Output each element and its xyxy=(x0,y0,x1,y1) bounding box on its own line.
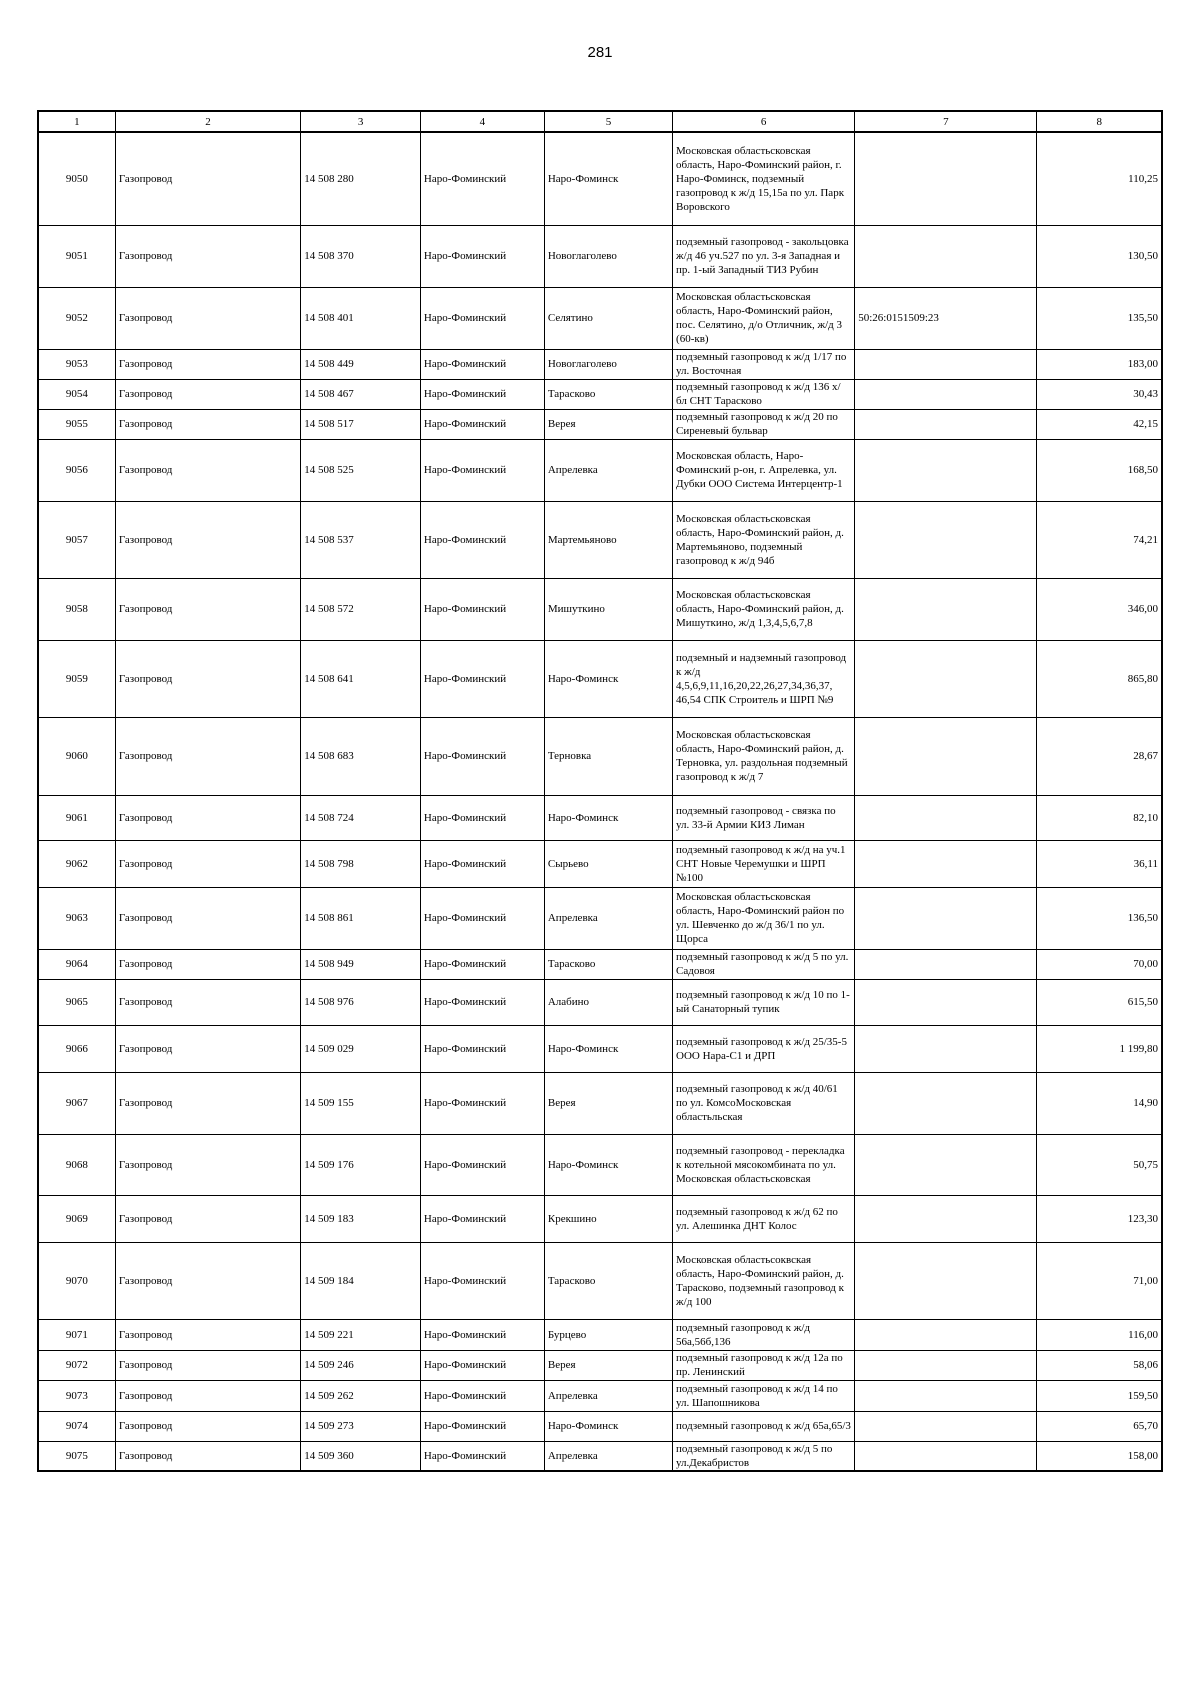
locality-name: Мишуткино xyxy=(544,578,672,640)
cadastral-number xyxy=(855,1242,1037,1319)
object-code: 14 508 683 xyxy=(301,717,421,795)
cadastral-number xyxy=(855,379,1037,409)
cadastral-number xyxy=(855,1441,1037,1471)
table-row xyxy=(38,225,1162,287)
locality-name: Тарасково xyxy=(544,949,672,979)
object-code: 14 509 176 xyxy=(301,1134,421,1195)
table-row xyxy=(38,439,1162,501)
locality-name: Наро-Фоминск xyxy=(544,132,672,225)
object-code: 14 509 273 xyxy=(301,1411,421,1441)
locality-name: Крекшино xyxy=(544,1195,672,1242)
object-length: 1 199,80 xyxy=(1037,1025,1162,1072)
locality-name: Новоглаголево xyxy=(544,349,672,379)
locality-name: Бурцево xyxy=(544,1319,672,1350)
object-address: Московская областьсковская область, Наро-Фоминский район, г. Наро-Фоминск, подземный газопровод к ж/д 15,15а по ул. Парк Воровского xyxy=(673,132,855,225)
row-id: 9068 xyxy=(38,1134,115,1195)
object-length: 183,00 xyxy=(1037,349,1162,379)
object-address: Московская область, Наро-Фоминский р-он, г. Апрелевка, ул. Дубки ООО Система Интерцентр-1 xyxy=(673,439,855,501)
object-code: 14 508 949 xyxy=(301,949,421,979)
row-id: 9074 xyxy=(38,1411,115,1441)
object-address: Московская областьсковская область, Наро-Фоминский район, д. Мишуткино, ж/д 1,3,4,5,6,7,8 xyxy=(673,578,855,640)
object-length: 58,06 xyxy=(1037,1350,1162,1380)
district-name: Наро-Фоминский xyxy=(420,1195,544,1242)
object-code: 14 509 360 xyxy=(301,1441,421,1471)
object-code: 14 509 221 xyxy=(301,1319,421,1350)
table-row xyxy=(38,1195,1162,1242)
object-code: 14 508 572 xyxy=(301,578,421,640)
object-name: Газопровод xyxy=(115,840,300,887)
district-name: Наро-Фоминский xyxy=(420,578,544,640)
cadastral-number xyxy=(855,640,1037,717)
column-header: 6 xyxy=(673,111,855,132)
district-name: Наро-Фоминский xyxy=(420,640,544,717)
row-id: 9067 xyxy=(38,1072,115,1134)
table-row xyxy=(38,578,1162,640)
table-row xyxy=(38,717,1162,795)
object-length: 50,75 xyxy=(1037,1134,1162,1195)
object-code: 14 509 183 xyxy=(301,1195,421,1242)
table-row xyxy=(38,1350,1162,1380)
district-name: Наро-Фоминский xyxy=(420,887,544,949)
object-address: Московская областьсоквская область, Наро-Фоминский район, д. Тарасково, подземный газопровод к ж/д 100 xyxy=(673,1242,855,1319)
table-row xyxy=(38,949,1162,979)
table-row xyxy=(38,409,1162,439)
district-name: Наро-Фоминский xyxy=(420,287,544,349)
object-name: Газопровод xyxy=(115,1134,300,1195)
table-row xyxy=(38,501,1162,578)
object-address: подземный и надземный газопровод к ж/д 4,5,6,9,11,16,20,22,26,27,34,36,37, 46,54 СПК Строитель и ШРП №9 xyxy=(673,640,855,717)
cadastral-number xyxy=(855,840,1037,887)
row-id: 9060 xyxy=(38,717,115,795)
locality-name: Апрелевка xyxy=(544,1441,672,1471)
district-name: Наро-Фоминский xyxy=(420,979,544,1025)
object-name: Газопровод xyxy=(115,349,300,379)
table-row xyxy=(38,1319,1162,1350)
object-address: Московская областьсковская область, Наро-Фоминский район, пос. Селятино, д/о Отличник, ж/д 3 (60-кв) xyxy=(673,287,855,349)
object-code: 14 508 724 xyxy=(301,795,421,840)
table-row xyxy=(38,979,1162,1025)
object-length: 159,50 xyxy=(1037,1380,1162,1411)
locality-name: Верея xyxy=(544,1072,672,1134)
locality-name: Мартемьяново xyxy=(544,501,672,578)
column-header: 5 xyxy=(544,111,672,132)
object-length: 65,70 xyxy=(1037,1411,1162,1441)
column-header: 4 xyxy=(420,111,544,132)
object-name: Газопровод xyxy=(115,501,300,578)
column-header: 1 xyxy=(38,111,115,132)
object-name: Газопровод xyxy=(115,949,300,979)
locality-name: Алабино xyxy=(544,979,672,1025)
object-code: 14 509 029 xyxy=(301,1025,421,1072)
district-name: Наро-Фоминский xyxy=(420,225,544,287)
cadastral-number xyxy=(855,795,1037,840)
table-row xyxy=(38,640,1162,717)
object-address: подземный газопровод к ж/д 5 по ул.Декабристов xyxy=(673,1441,855,1471)
locality-name: Тарасково xyxy=(544,1242,672,1319)
object-name: Газопровод xyxy=(115,1350,300,1380)
object-address: подземный газопровод к ж/д 40/61 по ул. КомсоМосковская областьльская xyxy=(673,1072,855,1134)
district-name: Наро-Фоминский xyxy=(420,379,544,409)
locality-name: Верея xyxy=(544,1350,672,1380)
table-row xyxy=(38,349,1162,379)
object-code: 14 508 370 xyxy=(301,225,421,287)
object-code: 14 508 401 xyxy=(301,287,421,349)
object-name: Газопровод xyxy=(115,439,300,501)
row-id: 9072 xyxy=(38,1350,115,1380)
object-length: 28,67 xyxy=(1037,717,1162,795)
row-id: 9070 xyxy=(38,1242,115,1319)
locality-name: Наро-Фоминск xyxy=(544,795,672,840)
row-id: 9069 xyxy=(38,1195,115,1242)
object-code: 14 508 976 xyxy=(301,979,421,1025)
locality-name: Наро-Фоминск xyxy=(544,1025,672,1072)
row-id: 9052 xyxy=(38,287,115,349)
object-length: 136,50 xyxy=(1037,887,1162,949)
object-name: Газопровод xyxy=(115,717,300,795)
cadastral-number xyxy=(855,1134,1037,1195)
row-id: 9055 xyxy=(38,409,115,439)
row-id: 9056 xyxy=(38,439,115,501)
district-name: Наро-Фоминский xyxy=(420,409,544,439)
registry-table xyxy=(37,110,1163,1472)
district-name: Наро-Фоминский xyxy=(420,1441,544,1471)
column-header: 3 xyxy=(301,111,421,132)
locality-name: Апрелевка xyxy=(544,1380,672,1411)
object-code: 14 508 641 xyxy=(301,640,421,717)
cadastral-number: 50:26:0151509:23 xyxy=(855,287,1037,349)
object-code: 14 508 798 xyxy=(301,840,421,887)
district-name: Наро-Фоминский xyxy=(420,717,544,795)
locality-name: Селятино xyxy=(544,287,672,349)
locality-name: Тарасково xyxy=(544,379,672,409)
object-name: Газопровод xyxy=(115,1025,300,1072)
object-code: 14 509 262 xyxy=(301,1380,421,1411)
object-address: подземный газопровод к ж/д 12а по пр. Ленинский xyxy=(673,1350,855,1380)
row-id: 9062 xyxy=(38,840,115,887)
page-number: 281 xyxy=(587,44,613,61)
object-name: Газопровод xyxy=(115,225,300,287)
locality-name: Апрелевка xyxy=(544,887,672,949)
column-header: 8 xyxy=(1037,111,1162,132)
object-code: 14 508 525 xyxy=(301,439,421,501)
cadastral-number xyxy=(855,409,1037,439)
locality-name: Терновка xyxy=(544,717,672,795)
cadastral-number xyxy=(855,949,1037,979)
row-id: 9063 xyxy=(38,887,115,949)
object-length: 135,50 xyxy=(1037,287,1162,349)
row-id: 9059 xyxy=(38,640,115,717)
object-address: подземный газопровод к ж/д на уч.1 СНТ Новые Черемушки и ШРП №100 xyxy=(673,840,855,887)
table-row xyxy=(38,1242,1162,1319)
cadastral-number xyxy=(855,132,1037,225)
object-name: Газопровод xyxy=(115,578,300,640)
district-name: Наро-Фоминский xyxy=(420,1025,544,1072)
cadastral-number xyxy=(855,1411,1037,1441)
object-length: 168,50 xyxy=(1037,439,1162,501)
object-name: Газопровод xyxy=(115,1072,300,1134)
object-code: 14 508 280 xyxy=(301,132,421,225)
object-address: Московская областьсковская область, Наро-Фоминский район, д. Мартемьяново, подземный газопровод к ж/д 94б xyxy=(673,501,855,578)
cadastral-number xyxy=(855,1025,1037,1072)
table-row xyxy=(38,840,1162,887)
object-name: Газопровод xyxy=(115,640,300,717)
column-header: 7 xyxy=(855,111,1037,132)
district-name: Наро-Фоминский xyxy=(420,349,544,379)
table-row xyxy=(38,795,1162,840)
object-name: Газопровод xyxy=(115,979,300,1025)
table-row xyxy=(38,1411,1162,1441)
table-row xyxy=(38,1025,1162,1072)
cadastral-number xyxy=(855,1195,1037,1242)
object-length: 36,11 xyxy=(1037,840,1162,887)
table-row xyxy=(38,887,1162,949)
object-address: подземный газопровод к ж/д 5 по ул. Садовоя xyxy=(673,949,855,979)
object-length: 70,00 xyxy=(1037,949,1162,979)
row-id: 9061 xyxy=(38,795,115,840)
object-name: Газопровод xyxy=(115,795,300,840)
table-row xyxy=(38,379,1162,409)
table-row xyxy=(38,1441,1162,1471)
object-name: Газопровод xyxy=(115,1441,300,1471)
object-address: Московская областьсковская область, Наро-Фоминский район по ул. Шевченко до ж/д 36/1 по ул. Щорса xyxy=(673,887,855,949)
district-name: Наро-Фоминский xyxy=(420,1380,544,1411)
row-id: 9071 xyxy=(38,1319,115,1350)
object-length: 346,00 xyxy=(1037,578,1162,640)
row-id: 9053 xyxy=(38,349,115,379)
object-address: подземный газопровод к ж/д 20 по Сиреневый бульвар xyxy=(673,409,855,439)
district-name: Наро-Фоминский xyxy=(420,132,544,225)
locality-name: Верея xyxy=(544,409,672,439)
object-name: Газопровод xyxy=(115,409,300,439)
district-name: Наро-Фоминский xyxy=(420,501,544,578)
row-id: 9057 xyxy=(38,501,115,578)
district-name: Наро-Фоминский xyxy=(420,1350,544,1380)
locality-name: Апрелевка xyxy=(544,439,672,501)
column-header-row xyxy=(38,111,1162,132)
row-id: 9050 xyxy=(38,132,115,225)
row-id: 9075 xyxy=(38,1441,115,1471)
object-address: подземный газопровод - перекладка к котельной мясокомбината по ул. Московская областьсковская xyxy=(673,1134,855,1195)
cadastral-number xyxy=(855,439,1037,501)
table-row xyxy=(38,1134,1162,1195)
district-name: Наро-Фоминский xyxy=(420,439,544,501)
object-name: Газопровод xyxy=(115,287,300,349)
row-id: 9054 xyxy=(38,379,115,409)
object-code: 14 508 517 xyxy=(301,409,421,439)
object-address: подземный газопровод к ж/д 65а,65/3 xyxy=(673,1411,855,1441)
row-id: 9065 xyxy=(38,979,115,1025)
object-length: 615,50 xyxy=(1037,979,1162,1025)
object-address: подземный газопровод к ж/д 14 по ул. Шапошникова xyxy=(673,1380,855,1411)
object-length: 130,50 xyxy=(1037,225,1162,287)
object-length: 82,10 xyxy=(1037,795,1162,840)
cadastral-number xyxy=(855,578,1037,640)
object-code: 14 508 537 xyxy=(301,501,421,578)
cadastral-number xyxy=(855,1072,1037,1134)
object-length: 74,21 xyxy=(1037,501,1162,578)
cadastral-number xyxy=(855,979,1037,1025)
object-length: 71,00 xyxy=(1037,1242,1162,1319)
object-address: подземный газопровод к ж/д 1/17 по ул. Восточная xyxy=(673,349,855,379)
object-name: Газопровод xyxy=(115,1242,300,1319)
object-length: 30,43 xyxy=(1037,379,1162,409)
cadastral-number xyxy=(855,349,1037,379)
object-length: 42,15 xyxy=(1037,409,1162,439)
object-address: Московская областьсковская область, Наро-Фоминский район, д. Терновка, ул. раздольная подземный газопровод к ж/д 7 xyxy=(673,717,855,795)
table-row xyxy=(38,1380,1162,1411)
object-address: подземный газопровод к ж/д 62 по ул. Алешинка ДНТ Колос xyxy=(673,1195,855,1242)
table-row xyxy=(38,287,1162,349)
row-id: 9066 xyxy=(38,1025,115,1072)
district-name: Наро-Фоминский xyxy=(420,1242,544,1319)
cadastral-number xyxy=(855,1380,1037,1411)
object-code: 14 508 449 xyxy=(301,349,421,379)
object-length: 14,90 xyxy=(1037,1072,1162,1134)
object-code: 14 509 246 xyxy=(301,1350,421,1380)
object-address: подземный газопровод к ж/д 56а,56б,136 xyxy=(673,1319,855,1350)
column-header: 2 xyxy=(115,111,300,132)
object-length: 865,80 xyxy=(1037,640,1162,717)
object-address: подземный газопровод к ж/д 25/35-5 ООО Нара-С1 и ДРП xyxy=(673,1025,855,1072)
cadastral-number xyxy=(855,1319,1037,1350)
cadastral-number xyxy=(855,225,1037,287)
object-code: 14 509 155 xyxy=(301,1072,421,1134)
table-body xyxy=(38,132,1162,1471)
object-length: 110,25 xyxy=(1037,132,1162,225)
row-id: 9051 xyxy=(38,225,115,287)
object-length: 116,00 xyxy=(1037,1319,1162,1350)
object-address: подземный газопровод к ж/д 136 х/бл СНТ Тарасково xyxy=(673,379,855,409)
row-id: 9058 xyxy=(38,578,115,640)
object-code: 14 508 467 xyxy=(301,379,421,409)
table-row xyxy=(38,132,1162,225)
object-code: 14 508 861 xyxy=(301,887,421,949)
locality-name: Наро-Фоминск xyxy=(544,640,672,717)
object-length: 123,30 xyxy=(1037,1195,1162,1242)
cadastral-number xyxy=(855,1350,1037,1380)
district-name: Наро-Фоминский xyxy=(420,1072,544,1134)
row-id: 9073 xyxy=(38,1380,115,1411)
cadastral-number xyxy=(855,887,1037,949)
object-name: Газопровод xyxy=(115,379,300,409)
district-name: Наро-Фоминский xyxy=(420,1134,544,1195)
district-name: Наро-Фоминский xyxy=(420,840,544,887)
district-name: Наро-Фоминский xyxy=(420,949,544,979)
district-name: Наро-Фоминский xyxy=(420,1411,544,1441)
object-address: подземный газопровод - связка по ул. 33-й Армии КИЗ Лиман xyxy=(673,795,855,840)
object-name: Газопровод xyxy=(115,1411,300,1441)
district-name: Наро-Фоминский xyxy=(420,795,544,840)
locality-name: Сырьево xyxy=(544,840,672,887)
locality-name: Наро-Фоминск xyxy=(544,1134,672,1195)
cadastral-number xyxy=(855,717,1037,795)
row-id: 9064 xyxy=(38,949,115,979)
cadastral-number xyxy=(855,501,1037,578)
object-address: подземный газопровод к ж/д 10 по 1-ый Санаторный тупик xyxy=(673,979,855,1025)
district-name: Наро-Фоминский xyxy=(420,1319,544,1350)
object-name: Газопровод xyxy=(115,1380,300,1411)
object-name: Газопровод xyxy=(115,1195,300,1242)
object-address: подземный газопровод - закольцовка ж/д 46 уч.527 по ул. 3-я Западная и пр. 1-ый Западный ТИЗ Рубин xyxy=(673,225,855,287)
locality-name: Новоглаголево xyxy=(544,225,672,287)
object-code: 14 509 184 xyxy=(301,1242,421,1319)
table-row xyxy=(38,1072,1162,1134)
object-length: 158,00 xyxy=(1037,1441,1162,1471)
object-name: Газопровод xyxy=(115,132,300,225)
locality-name: Наро-Фоминск xyxy=(544,1411,672,1441)
object-name: Газопровод xyxy=(115,887,300,949)
object-name: Газопровод xyxy=(115,1319,300,1350)
